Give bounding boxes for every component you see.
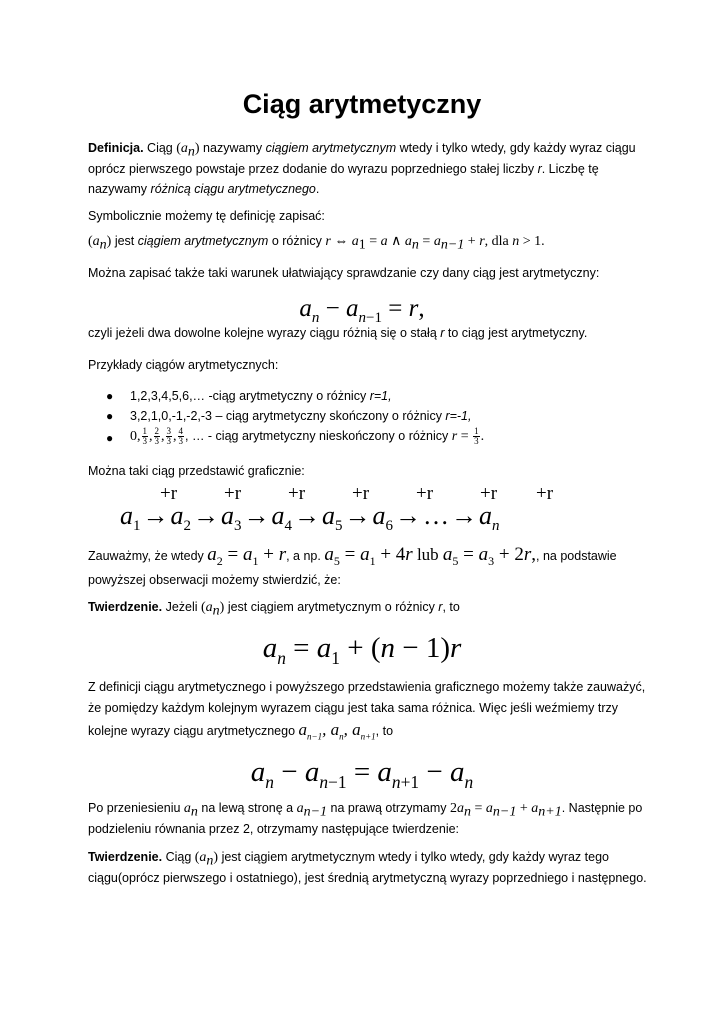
- observation-text-1: Zauważmy, że wtedy: [88, 549, 208, 563]
- example-fraction-sequence: 0, $\frac{1}{3}$ , $\frac{2}{3}$ , $\frac{3}{3}$ , $\frac{4}{3}$: [130, 426, 183, 447]
- symbolic-text-1: jest: [111, 234, 138, 248]
- theorem-2-text-2: jest ciągiem arytmetycznym wtedy i tylko wtedy, gdy każdy wyraz tego ciągu(oprócz pierwszego i ostatniego), jest średnią arytmetyczną wyrazy poprzedniego i następnego.: [88, 850, 647, 885]
- seq-index: n: [187, 144, 195, 160]
- general-term-formula: $a_n = a_1 + (n - 1)r$: [262, 632, 462, 668]
- seq-symbol: a: [180, 141, 188, 156]
- symbolic-formula: r: [325, 234, 331, 249]
- definition-italic-2: różnicą ciągu arytmetycznego: [150, 182, 316, 196]
- paragraph-3-text-2: na lewą stronę a: [197, 801, 297, 815]
- definition-text-1: Ciąg: [143, 141, 177, 155]
- examples-list: [88, 386, 648, 450]
- symbolic-definition: $(a_n)$ jest ciągiem arytmetycznym o różnicy r ⇔ $a_1 = a$ ∧ $a_n = a_{n-1} + r$, dla n > 1.: [88, 234, 545, 253]
- paragraph-2-text-1: Z definicji ciągu arytmetycznego i powyższego przedstawienia graficznego możemy także zauważyć, że pomiędzy każdym kolejnym wyrazem ciągu jest taka sama różnica. Więc jeśli weźmiemy trzy kolejne wyrazy ciągu arytmetycznego: [88, 680, 646, 738]
- example-fraction-difference: $\frac{1}{3}$: [474, 426, 479, 447]
- paragraph-2: Z definicji ciągu arytmetycznego i powyższego przedstawienia graficznego możemy także zauważyć, że pomiędzy każdym kolejnym wyrazem ciągu jest taka sama różnica. Więc jeśli weźmiemy trzy kolejne wyrazy ciągu arytmetycznego $a_{n-1}$, $a_n$, $a_{n+1}$, to: [88, 680, 646, 742]
- example-difference: r=-1,: [445, 409, 472, 423]
- bullet-icon: ●: [106, 389, 114, 403]
- paragraph-3-text-1: Po przeniesieniu: [88, 801, 184, 815]
- theorem-1-r: r: [438, 600, 443, 614]
- observation-lub: lub: [412, 545, 443, 564]
- observation-paragraph: Zauważmy, że wtedy $a_2 = a_1 + r$, a np. $a_5 = a_1 + 4r$ lub $a_5 = a_3 + 2r$,, na podstawie powyższej obserwacji możemy stwierdzić, że:: [88, 544, 617, 587]
- theorem-2-label: Twierdzenie.: [88, 850, 163, 864]
- chain-ellipsis: …: [423, 501, 449, 530]
- symbolic-intro: Symbolicznie możemy tę definicję zapisać:: [88, 209, 325, 223]
- example-item: ● 0, $\frac{1}{3}$ , $\frac{2}{3}$ , $\frac{3}{3}$ , $\frac{4}{3}$ , … - ciąg arytmetyczny nieskończony o różnicy r = $\frac{1}{3}$ .: [106, 426, 485, 447]
- theorem-1: Twierdzenie. Jeżeli $(a_n)$ jest ciągiem arytmetycznym o różnicy r, to: [88, 600, 460, 619]
- plus-r-label: +r: [160, 483, 178, 504]
- condition-after-text-2: to ciąg jest arytmetyczny.: [444, 326, 588, 340]
- definition-text-2: nazywamy: [199, 141, 266, 155]
- definition-italic-1: ciągiem arytmetycznym: [265, 141, 397, 155]
- examples-intro: Przykłady ciągów arytmetycznych:: [88, 358, 279, 372]
- theorem-1-label: Twierdzenie.: [88, 600, 163, 614]
- condition-after: [88, 323, 648, 343]
- theorem-1-text-1: Jeżeli: [162, 600, 201, 614]
- definition-r: r: [537, 162, 542, 176]
- example-difference: r=1,: [369, 389, 392, 403]
- example-item: [88, 386, 648, 406]
- symbolic-italic: ciągiem arytmetycznym: [137, 234, 269, 248]
- terms-row: $a_1\to a_2\to a_3\to a_4\to a_5\to a_6\to\dots\to a_n$: [120, 501, 500, 535]
- definition-text-4: . Liczbę tę nazywamy: [88, 162, 599, 196]
- condition-after-text-1: czyli jeżeli dwa dowolne kolejne wyrazy ciągu różnią się o stałą: [88, 326, 441, 340]
- condition-equation: $a_n - a_{n-1} = r$,: [299, 295, 425, 326]
- observation-text-2: , a np.: [286, 549, 325, 563]
- theorem-1-text-2: jest ciągiem arytmetycznym o różnicy: [224, 600, 439, 614]
- theorem-2-text-1: Ciąg: [162, 850, 195, 864]
- paragraph-3-text-3: na prawą otrzymamy: [327, 801, 450, 815]
- symbolic-text-2: o różnicy: [268, 234, 326, 248]
- plus-r-label: +r: [416, 483, 434, 504]
- example-sequence: 1,2,3,4,5,6,… -ciąg arytmetyczny o różnicy: [130, 389, 370, 403]
- observation-text-3: , na podstawie powyższej obserwacji możemy stwierdzić, że:: [88, 549, 617, 587]
- plus-r-label: +r: [536, 483, 554, 504]
- definition-paragraph: Definicja. Ciąg $(a_n)$ nazywamy ciągiem arytmetycznym wtedy i tylko wtedy, gdy każdy wyraz ciągu oprócz pierwszego powstaje przez dodanie do wyrazu poprzedniego stałej liczby r. Liczbę tę nazywamy różnicą ciągu arytmetycznego.: [88, 141, 636, 196]
- example-sequence: , … - ciąg arytmetyczny nieskończony o różnicy: [185, 429, 452, 443]
- sequence-chain: [120, 483, 600, 533]
- theorem-1-text-3: , to: [442, 600, 460, 614]
- bullet-icon: ●: [106, 409, 114, 423]
- page-title: Ciąg arytmetyczny: [242, 89, 482, 119]
- example-item: [88, 406, 648, 426]
- paragraph-2-text-2: , to: [375, 724, 394, 738]
- paragraph-3: Po przeniesieniu $a_n$ na lewą stronę a $a_{n-1}$ na prawą otrzymamy $2a_n = a_{n-1} + a_{n+1}$. Następnie po podzieleniu równania przez 2, otrzymamy następujące twierdzenie:: [88, 801, 643, 836]
- paragraph-3-text-4: . Następnie po podzieleniu równania przez 2, otrzymamy następujące twierdzenie:: [88, 801, 643, 836]
- graphic-intro: Można taki ciąg przedstawić graficznie:: [88, 464, 305, 478]
- definition-text-3: wtedy i tylko wtedy, gdy każdy wyraz ciągu oprócz pierwszego powstaje przez dodanie do wyrazu poprzedniego stałej liczby: [88, 141, 636, 176]
- plus-r-label: +r: [352, 483, 370, 504]
- definition-label: Definicja.: [88, 141, 144, 155]
- bullet-icon: ●: [106, 431, 114, 445]
- plus-r-label: +r: [224, 483, 242, 504]
- three-terms-equation: $a_n - a_{n-1} = a_{n+1} - a_n$: [250, 756, 474, 792]
- condition-after-r: r: [440, 326, 445, 340]
- definition-text-5: .: [315, 182, 320, 196]
- plus-r-label: +r: [480, 483, 498, 504]
- theorem-2: Twierdzenie. Ciąg $(a_n)$ jest ciągiem arytmetycznym wtedy i tylko wtedy, gdy każdy wyraz tego ciągu(oprócz pierwszego i ostatniego), jest średnią arytmetyczną wyrazy poprzedniego i następnego.: [88, 850, 647, 885]
- symbolic-dla: , dla: [484, 234, 513, 249]
- condition-intro: Można zapisać także taki warunek ułatwiający sprawdzanie czy dany ciąg jest arytmetyczny:: [88, 266, 600, 280]
- example-sequence: 3,2,1,0,-1,-2,-3 – ciąg arytmetyczny skończony o różnicy: [130, 409, 446, 423]
- plus-r-label: +r: [288, 483, 306, 504]
